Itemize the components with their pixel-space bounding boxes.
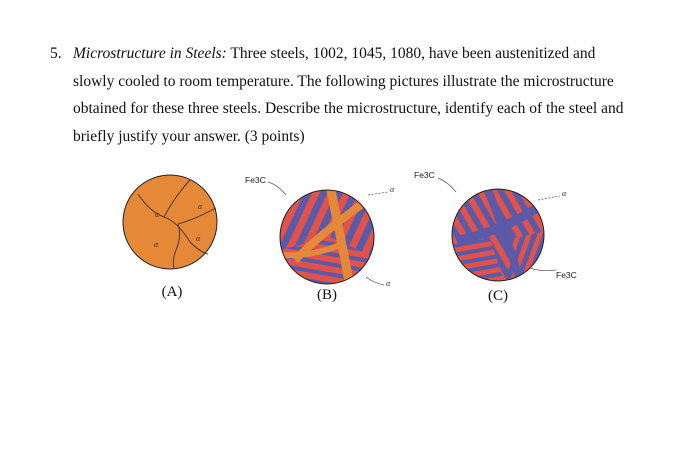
fe3c-label-b: Fe3C	[245, 175, 266, 185]
question-block	[50, 40, 650, 150]
figure-b-label: (B)	[317, 287, 337, 303]
question-line-1	[50, 40, 650, 68]
question-line-2: slowly cooled to room temperature. The following pictures illustrate the microstructure	[73, 72, 614, 90]
fe3c-label-c-bottom: Fe3C	[556, 270, 577, 280]
question-number: 5.	[50, 45, 62, 62]
figure-c-label: (C)	[488, 288, 508, 304]
question-line-1-text: Three steels, 1002, 1045, 1080, have been austenitized and	[226, 45, 596, 62]
question-line-4: briefly justify your answer. (3 points)	[73, 127, 305, 145]
question-title: Microstructure in Steels:	[73, 45, 227, 62]
figure-a-label: (A)	[161, 284, 183, 300]
alpha-label-c: α	[562, 189, 567, 198]
fe3c-label-c-top: Fe3C	[414, 170, 435, 180]
alpha-label-a1: α	[155, 210, 160, 219]
figure-c	[410, 160, 590, 310]
alpha-label-a4: α	[196, 234, 201, 243]
alpha-label-a2: α	[198, 202, 203, 211]
figures-row	[0, 160, 700, 320]
figure-a	[120, 172, 220, 300]
alpha-label-a3: α	[154, 240, 159, 249]
question-line-3: obtained for these three steels. Describe the microstructure, identify each of the steel and	[73, 100, 624, 117]
figure-b	[240, 165, 410, 305]
alpha-label-b-bottom: α	[386, 279, 391, 288]
alpha-label-b-top: α	[390, 185, 395, 194]
figure-a-micrograph	[120, 172, 220, 272]
